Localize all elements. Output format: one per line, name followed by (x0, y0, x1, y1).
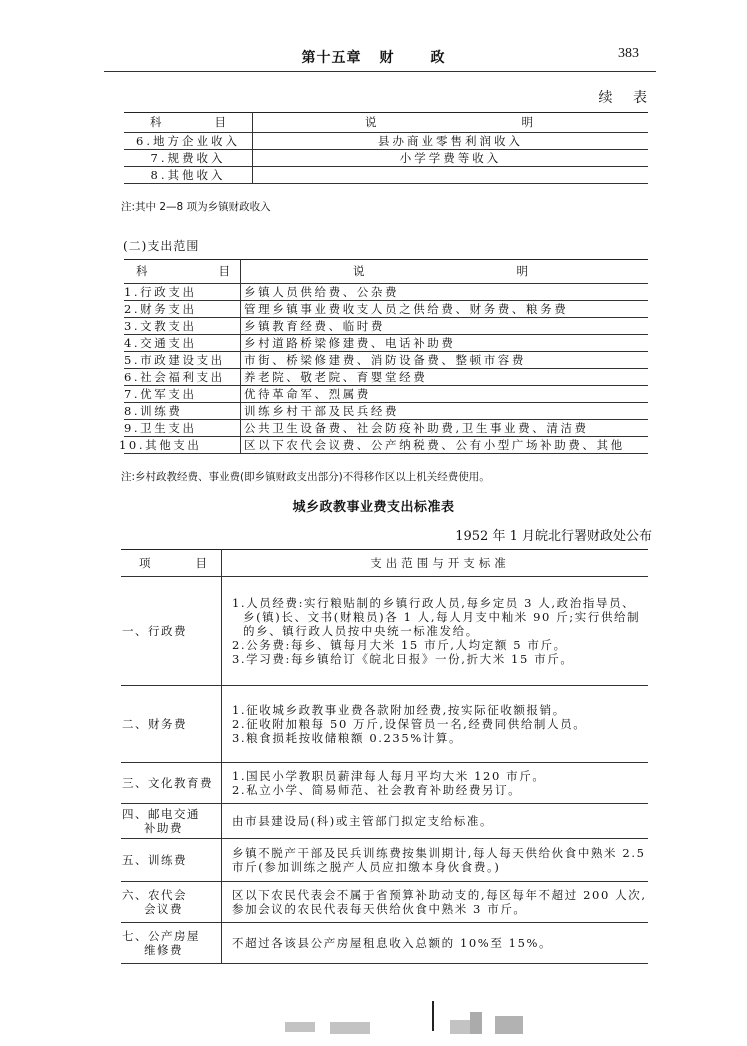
row-desc: 区以下农代会议费、公产纳税费、公有小型广场补助费、其他 (241, 437, 649, 454)
table1-note: 注:其中 2—8 项为乡镇财政收入 (121, 201, 271, 213)
section2-note: 注:乡村政教经费、事业费(即乡镇财政支出部分)不得移作区以上机关经费使用。 (121, 471, 490, 483)
header-char: 项 (139, 556, 151, 570)
row-desc: 乡村道路桥梁修建费、电话补助费 (241, 335, 649, 352)
header-char: 明 (516, 264, 528, 278)
row-desc: 管理乡镇事业费收支人员之供给费、财务费、粮务费 (241, 301, 649, 318)
page-number: 383 (618, 46, 639, 61)
table-row (121, 882, 648, 923)
table-title: 城乡政教事业费支出标准表 (292, 500, 455, 515)
table-row (121, 686, 648, 763)
header-subject (124, 260, 241, 284)
row-item: 2.财务支出 (124, 301, 241, 318)
header-char: 目 (195, 556, 207, 570)
table-row (121, 763, 648, 804)
row-item-line: 会议费 (144, 902, 183, 916)
row-desc: 乡镇人员供给费、公杂费 (241, 284, 649, 301)
row-item: 5.市政建设支出 (124, 352, 241, 369)
row-item: 8.其他收入 (124, 167, 253, 184)
table-row (124, 167, 648, 184)
table-row (121, 923, 648, 964)
row-item (121, 923, 222, 964)
table-row (121, 839, 648, 882)
row-item: 6.地方企业收入 (124, 133, 253, 150)
revenue-table-continued (124, 112, 648, 184)
row-item: 五、训练费 (121, 839, 222, 882)
table-row (124, 318, 648, 335)
header-standard: 支出范围与开支标准 (222, 550, 649, 577)
row-item-line: 六、农代会 (122, 888, 187, 902)
row-item-line: 四、邮电交通 (122, 807, 200, 821)
row-standard: 由市县建设局(科)或主管部门拟定支给标准。 (222, 804, 649, 839)
row-desc: 训练乡村干部及民兵经费 (241, 403, 649, 420)
row-item: 7.规费收入 (124, 150, 253, 167)
header-subject (124, 113, 253, 133)
row-item: 3.文教支出 (124, 318, 241, 335)
row-standard (222, 686, 649, 763)
table-row (124, 386, 648, 403)
row-item (121, 882, 222, 923)
row-standard: 不超过各该县公产房屋租息收入总额的 10%至 15%。 (222, 923, 649, 964)
row-item-line: 七、公产房屋 (122, 929, 200, 943)
row-item: 9.卫生支出 (124, 420, 241, 437)
row-standard: 区以下农民代表会不属于省预算补助动支的,每区每年不超过 200 人次,参加会议的农民代表每天供给伙食中熟米 3 市斤。 (222, 882, 649, 923)
row-desc: 养老院、敬老院、育婴堂经费 (241, 369, 649, 386)
scan-noise (240, 1010, 660, 1040)
row-item: 10.其他支出 (124, 437, 241, 454)
standard-line: 3.学习费:每乡镇给订《皖北日报》一份,折大米 15 市斤。 (232, 652, 574, 666)
header-item (121, 550, 222, 577)
row-item: 一、行政费 (121, 577, 222, 686)
standard-line: 2.征收附加粮每 50 万斤,设保管员一名,经费同供给制人员。 (232, 717, 587, 731)
row-standard (222, 763, 649, 804)
row-item: 7.优军支出 (124, 386, 241, 403)
row-desc: 县办商业零售利润收入 (253, 133, 649, 150)
standard-line: 2.私立小学、简易师范、社会教育补助经费另订。 (232, 783, 522, 797)
row-desc: 小学学费等收入 (253, 150, 649, 167)
table-header-row (124, 113, 648, 133)
table-row (124, 369, 648, 386)
header-char: 说 (353, 264, 365, 278)
row-desc: 公共卫生设备费、社会防疫补助费,卫生事业费、清洁费 (241, 420, 649, 437)
table-header-row (124, 260, 648, 284)
row-item: 6.社会福利支出 (124, 369, 241, 386)
table-row (121, 804, 648, 839)
header-char: 目 (218, 264, 230, 278)
standard-line: 2.公务费:每乡、镇每月大米 15 市斤,人均定额 5 市斤。 (232, 638, 567, 652)
table-source: 1952 年 1 月皖北行署财政处公布 (455, 529, 652, 544)
chapter-title-char-2: 政 (430, 50, 446, 66)
row-item: 二、财务费 (121, 686, 222, 763)
table-row (124, 133, 648, 150)
header-char: 说 (365, 115, 377, 129)
row-desc: 乡镇教育经费、临时费 (241, 318, 649, 335)
header-description (241, 260, 649, 284)
row-item: 4.交通支出 (124, 335, 241, 352)
table-row (124, 420, 648, 437)
header-char: 科 (150, 115, 162, 129)
row-desc: 优待革命军、烈属费 (241, 386, 649, 403)
row-standard (222, 577, 649, 686)
standard-line: 1.国民小学教职员薪津每人每月平均大米 120 市斤。 (232, 769, 546, 783)
row-standard: 乡镇不脱产干部及民兵训练费按集训期计,每人每天供给伙食中熟米 2.5 市斤(参加训练之脱产人员应扣缴本身伙食费。) (222, 839, 649, 882)
table-row (124, 352, 648, 369)
header-char: 科 (136, 264, 148, 278)
table-row (124, 403, 648, 420)
row-item: 1.行政支出 (124, 284, 241, 301)
table-row (124, 284, 648, 301)
row-item: 三、文化教育费 (121, 763, 222, 804)
row-item (121, 804, 222, 839)
table-row (124, 335, 648, 352)
chapter-label: 第十五章 (301, 50, 362, 66)
row-desc: 市街、桥梁修建费、消防设备费、整顿市容费 (241, 352, 649, 369)
table-row (121, 577, 648, 686)
header-description (253, 113, 649, 133)
row-desc (253, 167, 649, 184)
section-heading: (二)支出范围 (123, 239, 200, 253)
standard-line: 1.人员经费:实行粮贴制的乡镇行政人员,每乡定员 3 人,政治指导员、乡(镇)长、文书(财粮员)各 1 人,每人月支中籼米 90 斤;实行供给制的乡、镇行政人员按中央统一标准发给。 (232, 596, 641, 638)
table-row (124, 437, 648, 454)
expenditure-scope-table (119, 259, 648, 454)
header-char: 目 (214, 115, 226, 129)
chapter-title-char-1: 财 (379, 50, 395, 66)
row-item-line: 补助费 (144, 821, 183, 835)
header-rule (104, 71, 656, 72)
row-item: 8.训练费 (124, 403, 241, 420)
standard-line: 1.征收城乡政教事业费各款附加经费,按实际征收额报销。 (232, 703, 566, 717)
standard-line: 3.粮食损耗按收储粮额 0.235%计算。 (232, 731, 463, 745)
table-header-row (121, 550, 648, 577)
row-item-line: 维修费 (144, 943, 183, 957)
table-row (124, 301, 648, 318)
table-row (124, 150, 648, 167)
continued-label: 续 表 (598, 90, 655, 106)
header-char: 明 (521, 115, 533, 129)
expenditure-standard-table (121, 549, 648, 964)
